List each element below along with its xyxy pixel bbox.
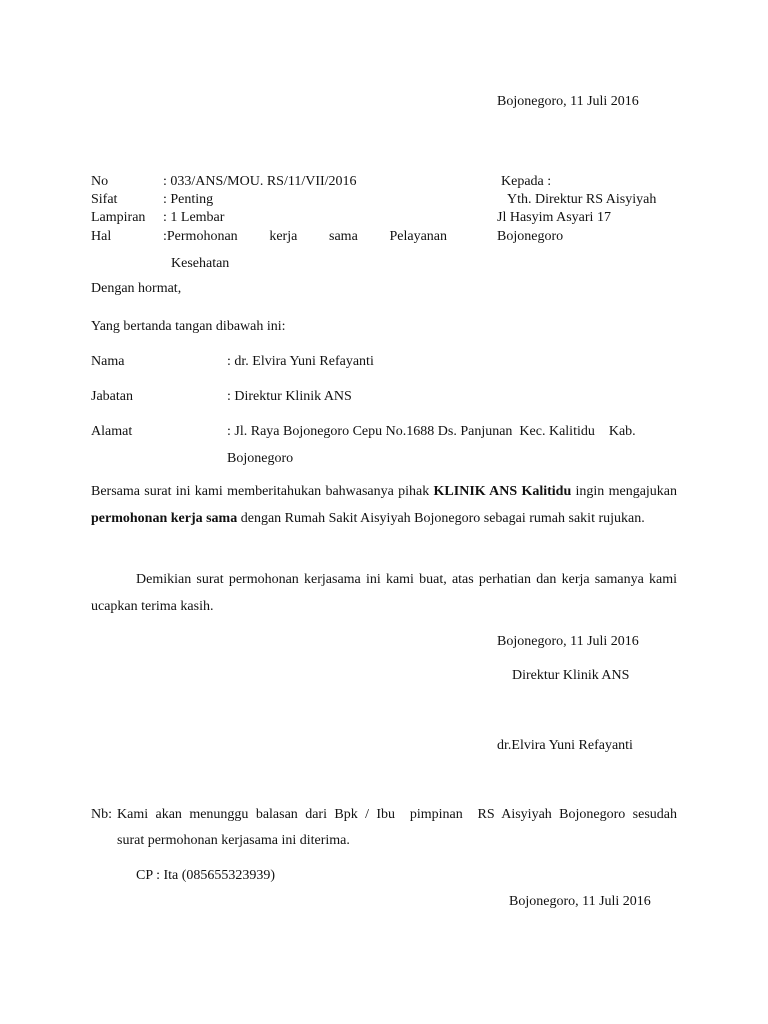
nama-label: Nama — [91, 354, 125, 369]
footer-date: Bojonegoro, 11 Juli 2016 — [509, 894, 651, 909]
nb-text-line-1: Kami akan menunggu balasan dari Bpk / Ibu pimpinan RS Aisyiyah Bojonegoro sesudah — [117, 807, 677, 822]
hal-word: kerja — [269, 229, 298, 244]
header-date: Bojonegoro, 11 Juli 2016 — [497, 94, 639, 109]
contact-person: CP : Ita (085655323939) — [136, 868, 276, 883]
jabatan-value: : Direktur Klinik ANS — [227, 389, 352, 404]
paragraph-1-bold-2: permohonan kerja sama — [91, 511, 238, 526]
no-label: No — [91, 174, 109, 189]
hal-value — [163, 228, 447, 246]
signature-date: Bojonegoro, 11 Juli 2016 — [497, 634, 639, 649]
alamat-label: Alamat — [91, 424, 133, 439]
recipient-address: Jl Hasyim Asyari 17 — [497, 210, 611, 225]
recipient-name: Yth. Direktur RS Aisyiyah — [507, 192, 657, 207]
jabatan-label: Jabatan — [91, 389, 133, 404]
paragraph-1-c: dengan Rumah Sakit Aisyiyah Bojonegoro sebagai rumah sakit rujukan. — [237, 511, 645, 526]
signature-name: dr.Elvira Yuni Refayanti — [497, 738, 633, 753]
paragraph-2: Demikian surat permohonan kerjasama ini kami buat, atas perhatian dan kerja samanya kami ucapkan terima kasih. — [91, 572, 677, 614]
paragraph-1 — [91, 478, 677, 532]
hal-word: :Permohonan — [163, 229, 238, 244]
paragraph-1-b: ingin mengajukan — [571, 484, 678, 499]
kepada-label: Kepada : — [501, 174, 552, 189]
alamat-value-2: Bojonegoro — [227, 451, 294, 466]
hal-word: sama — [329, 229, 358, 244]
sifat-label: Sifat — [91, 192, 118, 207]
lampiran-value: : 1 Lembar — [163, 210, 225, 225]
hal-label: Hal — [91, 229, 112, 244]
signature-position: Direktur Klinik ANS — [512, 668, 630, 683]
sifat-value: : Penting — [163, 192, 214, 207]
intro: Yang bertanda tangan dibawah ini: — [91, 319, 286, 334]
paragraph-1-bold-1: KLINIK ANS Kalitidu — [433, 484, 572, 499]
alamat-value: : Jl. Raya Bojonegoro Cepu No.1688 Ds. Panjunan Kec. Kalitidu Kab. — [227, 424, 636, 439]
paragraph-1-a: Bersama surat ini kami memberitahukan bahwasanya pihak — [91, 484, 434, 499]
nb-label: Nb: — [91, 807, 112, 822]
hal-continuation: Kesehatan — [171, 256, 230, 271]
nama-value: : dr. Elvira Yuni Refayanti — [227, 354, 374, 369]
no-value: : 033/ANS/MOU. RS/11/VII/2016 — [163, 174, 357, 189]
lampiran-label: Lampiran — [91, 210, 146, 225]
greeting: Dengan hormat, — [91, 281, 182, 296]
hal-word: Pelayanan — [389, 229, 447, 244]
nb-text-line-2: surat permohonan kerjasama ini diterima. — [117, 833, 350, 848]
recipient-city: Bojonegoro — [497, 229, 564, 244]
